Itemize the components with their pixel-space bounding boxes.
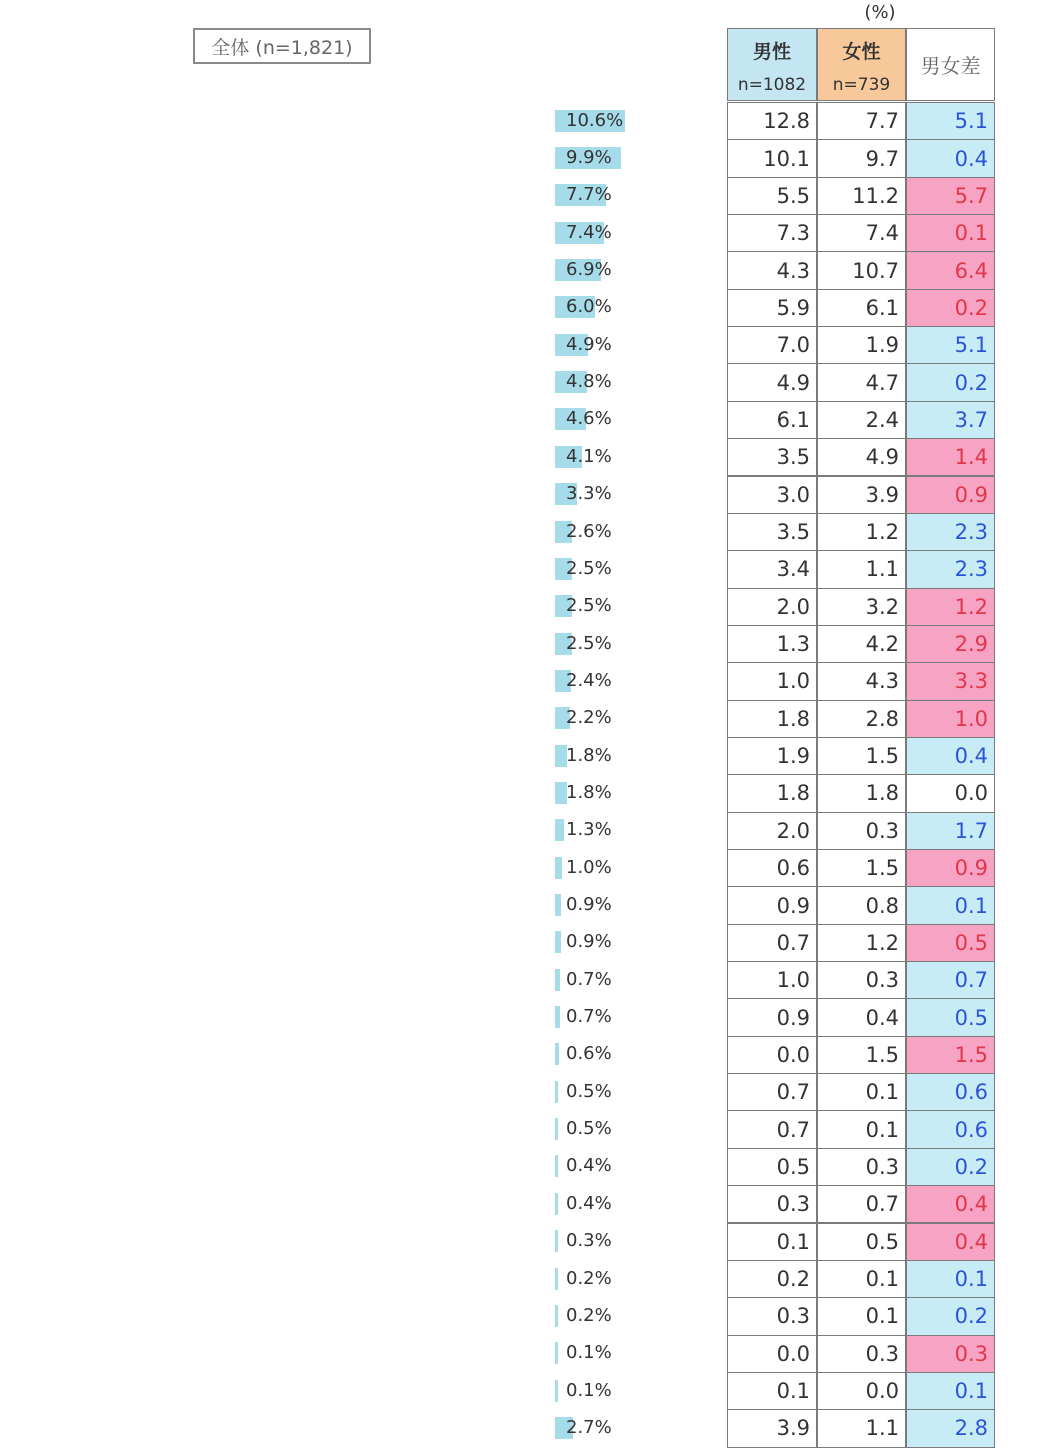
overall-value-label: 0.5%: [566, 1118, 612, 1140]
overall-value-label: 0.9%: [566, 894, 612, 916]
overall-value-label: 0.4%: [566, 1192, 612, 1214]
female-value-cell: 4.3: [817, 662, 906, 700]
female-value-cell: 0.8: [817, 886, 906, 924]
female-value-cell: 1.5: [817, 737, 906, 775]
female-value-cell: 4.9: [817, 438, 906, 476]
male-value-cell: 0.2: [727, 1260, 817, 1298]
gender-diff-cell: 3.3: [906, 662, 995, 700]
gender-diff-cell: 0.2: [906, 1148, 995, 1186]
overall-value-label: 2.5%: [566, 632, 612, 654]
female-value-cell: 0.5: [817, 1223, 906, 1261]
male-value-cell: 4.9: [727, 363, 817, 401]
female-value-cell: 0.1: [817, 1260, 906, 1298]
gender-diff-cell: 1.0: [906, 700, 995, 738]
overall-bar: [555, 1193, 558, 1215]
overall-bar: [555, 1268, 558, 1290]
gender-diff-cell: 5.7: [906, 177, 995, 215]
male-value-cell: 2.0: [727, 588, 817, 626]
male-value-cell: 0.6: [727, 849, 817, 887]
male-value-cell: 0.5: [727, 1148, 817, 1186]
male-value-cell: 0.9: [727, 998, 817, 1036]
overall-value-label: 6.9%: [566, 259, 612, 281]
male-value-cell: 0.0: [727, 1335, 817, 1373]
overall-value-label: 0.6%: [566, 1043, 612, 1065]
overall-value-label: 0.7%: [566, 968, 612, 990]
female-header-n: n=739: [832, 75, 891, 95]
male-value-cell: 0.7: [727, 1110, 817, 1148]
female-value-cell: 4.2: [817, 625, 906, 663]
overall-bar: [555, 1081, 558, 1103]
gender-diff-cell: 0.7: [906, 961, 995, 999]
gender-diff-cell: 0.1: [906, 1372, 995, 1410]
male-value-cell: 3.4: [727, 550, 817, 588]
overall-value-label: 2.6%: [566, 520, 612, 542]
female-value-cell: 3.2: [817, 588, 906, 626]
overall-sample-label: 全体 (n=1,821): [193, 28, 371, 64]
overall-bar: [555, 1305, 558, 1327]
female-value-cell: 7.7: [817, 102, 906, 140]
gender-diff-cell: 0.2: [906, 289, 995, 327]
gender-diff-cell: 0.3: [906, 1335, 995, 1373]
male-value-cell: 2.0: [727, 812, 817, 850]
overall-value-label: 2.4%: [566, 669, 612, 691]
male-value-cell: 7.0: [727, 326, 817, 364]
female-value-cell: 10.7: [817, 251, 906, 289]
gender-diff-cell: 0.2: [906, 363, 995, 401]
overall-value-label: 0.9%: [566, 931, 612, 953]
gender-diff-cell: 0.1: [906, 1260, 995, 1298]
overall-value-label: 2.5%: [566, 595, 612, 617]
male-header: [727, 28, 817, 101]
gender-diff-cell: 1.2: [906, 588, 995, 626]
overall-value-label: 0.3%: [566, 1230, 612, 1252]
female-value-cell: 0.1: [817, 1110, 906, 1148]
overall-bar: [555, 1043, 559, 1065]
female-value-cell: 0.3: [817, 812, 906, 850]
female-value-cell: 6.1: [817, 289, 906, 327]
female-value-cell: 0.3: [817, 1335, 906, 1373]
gender-diff-cell: 0.6: [906, 1073, 995, 1111]
male-value-cell: 0.3: [727, 1185, 817, 1223]
male-value-cell: 3.5: [727, 513, 817, 551]
overall-value-label: 4.9%: [566, 333, 612, 355]
male-value-cell: 3.5: [727, 438, 817, 476]
overall-bar: [555, 819, 564, 841]
overall-bar: [555, 1380, 558, 1402]
gender-diff-cell: 0.9: [906, 476, 995, 514]
overall-value-label: 0.5%: [566, 1080, 612, 1102]
gender-diff-cell: 1.4: [906, 438, 995, 476]
gender-diff-cell: 0.5: [906, 998, 995, 1036]
overall-value-label: 3.3%: [566, 483, 612, 505]
overall-value-label: 10.6%: [566, 109, 624, 131]
overall-value-label: 7.4%: [566, 221, 612, 243]
gender-diff-cell: 0.4: [906, 737, 995, 775]
female-header: [817, 28, 906, 101]
overall-bar: [555, 969, 560, 991]
male-value-cell: 0.7: [727, 924, 817, 962]
female-value-cell: 7.4: [817, 214, 906, 252]
female-value-cell: 11.2: [817, 177, 906, 215]
gender-diff-header: 男女差: [906, 28, 995, 101]
overall-bar: [555, 1342, 558, 1364]
male-value-cell: 0.3: [727, 1297, 817, 1335]
overall-bar: [555, 1006, 560, 1028]
male-value-cell: 0.1: [727, 1372, 817, 1410]
female-value-cell: 3.9: [817, 476, 906, 514]
overall-bar: [555, 931, 561, 953]
male-value-cell: 1.3: [727, 625, 817, 663]
female-value-cell: 0.3: [817, 961, 906, 999]
gender-diff-cell: 2.3: [906, 550, 995, 588]
female-value-cell: 1.5: [817, 849, 906, 887]
gender-diff-cell: 1.7: [906, 812, 995, 850]
gender-diff-cell: 5.1: [906, 326, 995, 364]
gender-diff-cell: 0.4: [906, 139, 995, 177]
male-value-cell: 10.1: [727, 139, 817, 177]
overall-value-label: 1.3%: [566, 819, 612, 841]
female-value-cell: 0.3: [817, 1148, 906, 1186]
overall-value-label: 6.0%: [566, 296, 612, 318]
overall-value-label: 2.7%: [566, 1416, 612, 1438]
gender-diff-cell: 5.1: [906, 102, 995, 140]
gender-diff-cell: 0.9: [906, 849, 995, 887]
overall-value-label: 4.6%: [566, 408, 612, 430]
female-value-cell: 1.1: [817, 1409, 906, 1447]
overall-value-label: 4.1%: [566, 445, 612, 467]
male-value-cell: 1.0: [727, 961, 817, 999]
female-value-cell: 1.2: [817, 924, 906, 962]
male-value-cell: 1.8: [727, 700, 817, 738]
female-value-cell: 0.1: [817, 1297, 906, 1335]
gender-diff-cell: 0.4: [906, 1223, 995, 1261]
male-value-cell: 6.1: [727, 401, 817, 439]
gender-diff-cell: 0.5: [906, 924, 995, 962]
male-value-cell: 5.9: [727, 289, 817, 327]
gender-diff-cell: 0.2: [906, 1297, 995, 1335]
male-value-cell: 0.0: [727, 1036, 817, 1074]
female-value-cell: 0.1: [817, 1073, 906, 1111]
female-value-cell: 1.8: [817, 774, 906, 812]
overall-value-label: 7.7%: [566, 184, 612, 206]
gender-diff-cell: 3.7: [906, 401, 995, 439]
overall-value-label: 2.5%: [566, 557, 612, 579]
overall-bar: [555, 1118, 558, 1140]
gender-diff-cell: 0.1: [906, 214, 995, 252]
male-value-cell: 4.3: [727, 251, 817, 289]
gender-diff-cell: 1.5: [906, 1036, 995, 1074]
overall-bar: [555, 1230, 558, 1252]
male-value-cell: 0.1: [727, 1223, 817, 1261]
male-value-cell: 3.0: [727, 476, 817, 514]
gender-diff-cell: 2.8: [906, 1409, 995, 1447]
female-value-cell: 0.0: [817, 1372, 906, 1410]
female-value-cell: 0.7: [817, 1185, 906, 1223]
male-header-n: n=1082: [737, 75, 807, 95]
overall-value-label: 1.8%: [566, 781, 612, 803]
male-value-cell: 7.3: [727, 214, 817, 252]
female-value-cell: 9.7: [817, 139, 906, 177]
male-value-cell: 12.8: [727, 102, 817, 140]
overall-bar: [555, 894, 561, 916]
overall-value-label: 1.8%: [566, 744, 612, 766]
male-value-cell: 1.0: [727, 662, 817, 700]
female-header-title: 女性: [842, 41, 881, 63]
overall-value-label: 9.9%: [566, 147, 612, 169]
overall-value-label: 0.7%: [566, 1006, 612, 1028]
male-value-cell: 0.7: [727, 1073, 817, 1111]
gender-diff-cell: 0.0: [906, 774, 995, 812]
overall-value-label: 0.4%: [566, 1155, 612, 1177]
male-value-cell: 1.9: [727, 737, 817, 775]
male-value-cell: 5.5: [727, 177, 817, 215]
male-value-cell: 0.9: [727, 886, 817, 924]
overall-value-label: 1.0%: [566, 856, 612, 878]
gender-diff-cell: 0.6: [906, 1110, 995, 1148]
gender-diff-cell: 6.4: [906, 251, 995, 289]
female-value-cell: 4.7: [817, 363, 906, 401]
overall-value-label: 0.1%: [566, 1342, 612, 1364]
female-value-cell: 1.2: [817, 513, 906, 551]
overall-value-label: 4.8%: [566, 371, 612, 393]
unit-label: (%): [864, 2, 896, 23]
gender-diff-cell: 0.1: [906, 886, 995, 924]
male-value-cell: 1.8: [727, 774, 817, 812]
male-header-title: 男性: [752, 41, 791, 63]
female-value-cell: 2.4: [817, 401, 906, 439]
female-value-cell: 1.9: [817, 326, 906, 364]
overall-bar: [555, 857, 562, 879]
female-value-cell: 1.5: [817, 1036, 906, 1074]
overall-value-label: 0.1%: [566, 1379, 612, 1401]
female-value-cell: 0.4: [817, 998, 906, 1036]
overall-bar: [555, 1155, 558, 1177]
overall-value-label: 0.2%: [566, 1304, 612, 1326]
female-value-cell: 2.8: [817, 700, 906, 738]
gender-diff-cell: 0.4: [906, 1185, 995, 1223]
overall-value-label: 0.2%: [566, 1267, 612, 1289]
male-value-cell: 3.9: [727, 1409, 817, 1447]
gender-diff-cell: 2.3: [906, 513, 995, 551]
gender-diff-cell: 2.9: [906, 625, 995, 663]
female-value-cell: 1.1: [817, 550, 906, 588]
overall-value-label: 2.2%: [566, 707, 612, 729]
